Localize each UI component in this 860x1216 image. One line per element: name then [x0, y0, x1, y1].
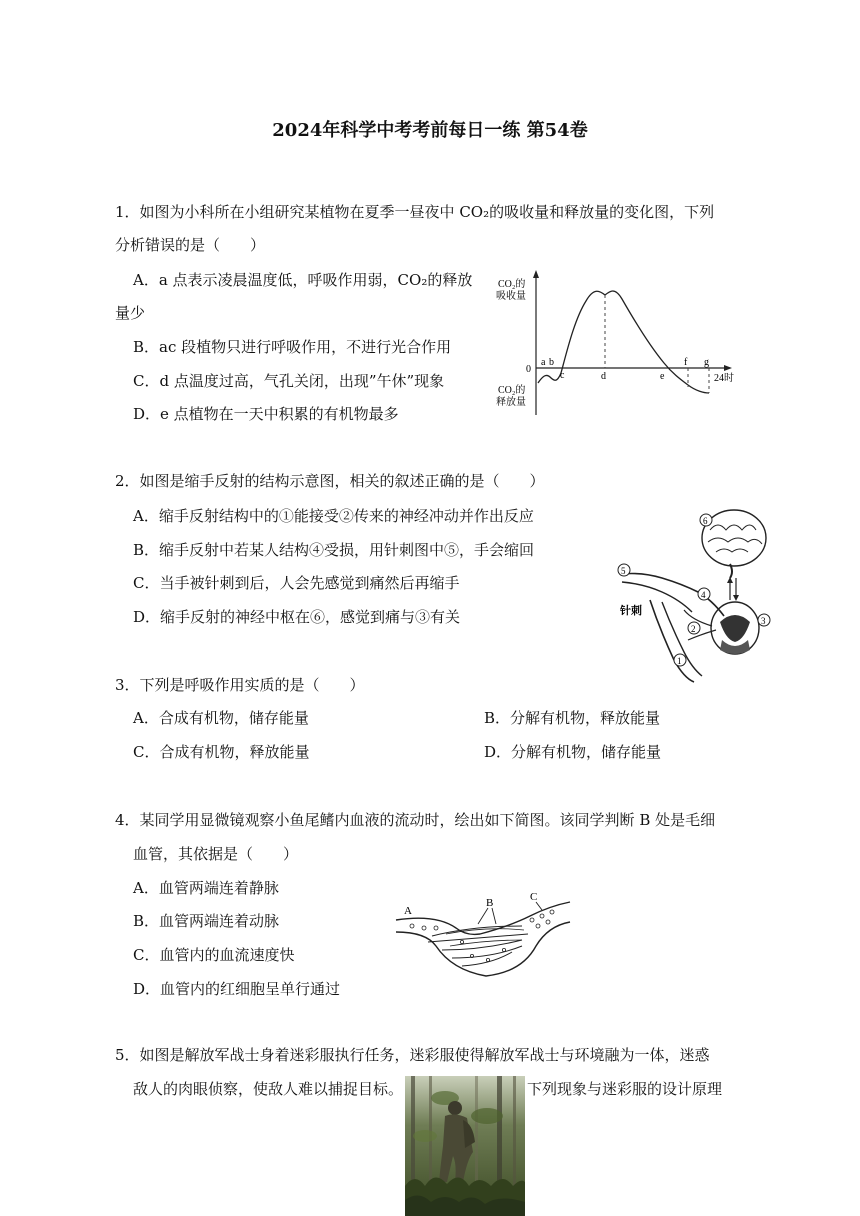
svg-text:1: 1: [677, 656, 682, 666]
reflex-arc-figure: [612, 500, 772, 685]
q3-stem: 3．下列是呼吸作用实质的是（ ）: [115, 676, 365, 694]
svg-text:6: 6: [703, 516, 708, 526]
q1-stem-line2: 分析错误的是（ ）: [115, 236, 266, 254]
y-label-release-1: CO₂的: [498, 385, 526, 396]
q4-option-b: B．血管两端连着动脉: [133, 912, 280, 930]
svg-text:3: 3: [761, 616, 766, 626]
q3-option-d: D．分解有机物，储存能量: [484, 743, 662, 761]
q5-stem-line1: 5．如图是解放军战士身着迷彩服执行任务，迷彩服使得解放军战士与环境融为一体，迷惑: [115, 1046, 710, 1064]
page-title: 2024年科学中考考前每日一练 第54卷: [272, 120, 588, 141]
label-b: B: [486, 897, 494, 909]
q1-option-a-line1: A．a 点表示凌晨温度低，呼吸作用弱，CO₂的释放: [133, 271, 473, 289]
q1-option-d: D．e 点植物在一天中积累的有机物最多: [133, 405, 399, 423]
vessel-outline-bottom: [396, 922, 570, 976]
q2-option-a: A．缩手反射结构中的①能接受②传来的神经冲动并作出反应: [133, 507, 534, 525]
q1-option-a-line2: 量少: [115, 304, 146, 322]
point-c-label: c: [560, 370, 565, 381]
q3-option-c: C．合成有机物，释放能量: [133, 743, 310, 761]
point-b-label: b: [549, 357, 554, 368]
q2-stem: 2．如图是缩手反射的结构示意图，相关的叙述正确的是（ ）: [115, 472, 545, 490]
needle-label: 针刺: [620, 605, 642, 617]
q4-stem-line1: 4．某同学用显微镜观察小鱼尾鳍内血液的流动时，绘出如下简图。该同学判断 B 处是毛细: [115, 811, 716, 829]
label-1-circle: [674, 654, 686, 666]
point-f-label: f: [684, 357, 688, 368]
q3-option-a: A．合成有机物，储存能量: [133, 709, 309, 727]
svg-text:4: 4: [701, 590, 706, 600]
label-2-circle: [688, 622, 700, 634]
camouflage-soldier-photo: [405, 1076, 525, 1216]
y-label-absorb-2: 吸收量: [496, 291, 526, 302]
q4-stem-line2: 血管，其依据是（ ）: [133, 845, 299, 863]
x-end-label: 24时: [714, 373, 734, 384]
svg-text:5: 5: [621, 566, 626, 576]
q2-option-c: C．当手被针刺到后，人会先感觉到痛然后再缩手: [133, 574, 460, 592]
y-label-absorb-1: CO₂的: [498, 279, 526, 290]
label-4-circle: [698, 588, 710, 600]
q1-stem-line1: 1．如图为小科所在小组研究某植物在夏季一昼夜中 CO₂的吸收量和释放量的变化图，下列: [115, 203, 715, 221]
q4-option-d: D．血管内的红细胞呈单行通过: [133, 980, 341, 998]
point-e-label: e: [660, 371, 665, 382]
blood-vessel-figure: [392, 890, 572, 986]
label-a: A: [404, 905, 412, 917]
q5-stem-line2b: 下列现象与迷彩服的设计原理: [527, 1080, 723, 1098]
point-d-label: d: [601, 371, 606, 382]
q3-option-b: B．分解有机物，释放能量: [484, 709, 661, 727]
q5-stem-line2a: 敌人的肉眼侦察，使敌人难以捕捉目标。: [133, 1080, 404, 1098]
y-axis-arrow: [533, 270, 539, 278]
point-g-label: g: [704, 357, 709, 368]
y-label-release-2: 释放量: [496, 397, 526, 408]
label-5-circle: [618, 564, 630, 576]
q4-option-a: A．血管两端连着静脉: [133, 879, 279, 897]
co2-curve-figure: [494, 265, 756, 417]
point-a-label: a: [541, 357, 546, 368]
q1-option-c: C．d 点温度过高，气孔关闭，出现”午休”现象: [133, 372, 445, 390]
q2-option-b: B．缩手反射中若某人结构④受损，用针刺图中⑤，手会缩回: [133, 541, 535, 559]
q1-option-b: B．ac 段植物只进行呼吸作用，不进行光合作用: [133, 338, 452, 356]
label-c: C: [530, 891, 538, 903]
x-axis-arrow: [724, 365, 732, 371]
svg-text:2: 2: [691, 624, 696, 634]
origin-label: 0: [526, 364, 531, 375]
q4-option-c: C．血管内的血流速度快: [133, 946, 295, 964]
q2-option-d: D．缩手反射的神经中枢在⑥，感觉到痛与③有关: [133, 608, 461, 626]
label-6-circle: [700, 514, 712, 526]
label-3-circle: [758, 614, 770, 626]
